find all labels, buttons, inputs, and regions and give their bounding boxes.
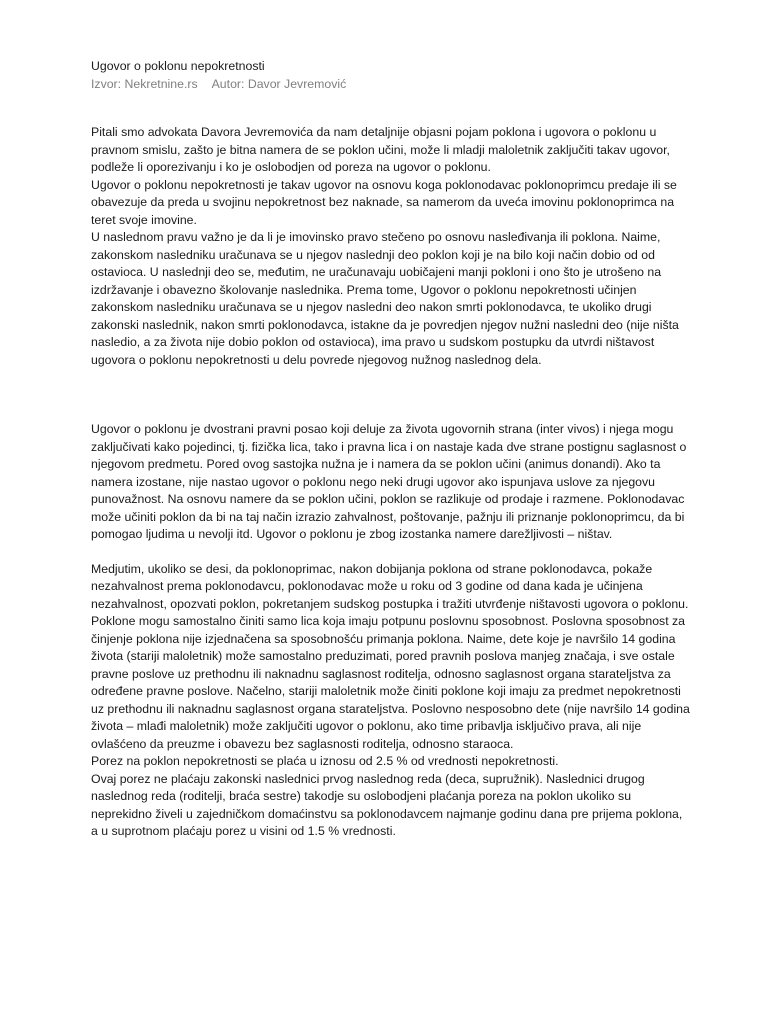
section-definition [91,421,691,544]
section-revocation-tax [91,561,691,841]
paragraph: Ugovor o poklonu nepokretnosti je takav ugovor na osnovu koga poklonodavac poklonoprimcu predaje ili se obavezuje da preda u svojinu nepokretnost bez naknade, sa namerom da uveća imovinu poklonoprimca na teret svoje imovine. [91,177,677,227]
section-intro [91,124,691,369]
paragraph: Ugovor o poklonu je dvostrani pravni posao koji deluje za života ugovornih strana (inter vivos) i njega mogu zaključivati kako pojedinci, tj. fizička lica, tako i pravna lica i on nastaje kada dve strane postignu saglasnost o njegovom predmetu. Pored ovog sastojka nužna je i namera da se poklon učini (animus donandi). Ako ta namera izostane, nije nastao ugovor o poklonu nego neki drugi ugovor ako ispunjava uslove za njegovu punovažnost. Na osnovu namere da se poklon učini, poklon se razlikuje od prodaje i razmene. Poklonodavac može učiniti poklon da bi na taj način izrazio zahvalnost, poštovanje, pažnju ili priznanje poklonoprimcu, da bi pomogao ljudima u nevolji itd. Ugovor o poklonu je zbog izostanka namere darežljivosti – ništav. [91,422,687,541]
paragraph: Poklone mogu samostalno činiti samo lica koja imaju potpunu poslovnu sposobnost. Poslovna sposobnost za činjenje poklona nije izjednačena sa sposobnošću primanja poklona. Naime, dete koje je navršilo 14 godina života (stariji maloletnik) može samostalno preduzimati, pored pravnih poslova manjeg značaja, i sve ostale pravne poslove uz prethodnu ili naknadnu saglasnost roditelja, odnosno saglasnost organa starateljstva za određene pravne poslove. Načelno, stariji maloletnik može činiti poklone koji imaju za predmet nepokretnosti uz prethodnu ili naknadnu saglasnost organa starateljstva. Poslovno nesposobno dete (nije navršilo 14 godina života – mlađi maloletnik) može zaključiti ugovor o poklonu, ako time pribavlja isključivo prava, ali nije ovlašćeno da preuzme i obavezu bez saglasnosti roditelja, odnosno staraoca. [91,614,690,751]
document-body [91,58,691,841]
source-author-line [91,76,691,94]
paragraph: Medjutim, ukoliko se desi, da poklonoprimac, nakon dobijanja poklona od strane poklonodavca, pokaže nezahvalnost prema poklonodavcu, poklonodavac može u roku od 3 godine od dana kada je učinjena nezahvalnost, opozvati poklon, pokretanjem sudskog postupka i tražiti utvrđenje ništavosti ugovora o poklonu. [91,561,689,611]
paragraph: U naslednom pravu važno je da li je imovinsko pravo stečeno po osnovu nasleđivanja ili poklona. Naime, zakonskom nasledniku uračunava se u njegov naslednji deo poklon koji je na bilo koji način dobio od od ostavioca. U naslednji deo se, međutim, ne uračunavaju uobičajeni manji pokloni i ono što je utrošeno na izdržavanje i obavezno školovanje naslednika. Prema tome, Ugovor o poklonu nepokretnosti učinjen zakonskom nasledniku uračunava se u njegov nasledni deo nakon smrti poklonodavca, te ukoliko drugi zakonski naslednik, nakon smrti poklonodavca, istakne da je povredjen njegov nužni nasledni deo (nije ništa nasledio, a za života nije dobio poklon od ostavioca), ima pravo u sudskom postupku da utvrdi ništavost ugovora o poklonu nepokretnosti u delu povrede njegovog nužnog naslednog dela. [91,230,679,367]
paragraph: Porez na poklon nepokretnosti se plaća u iznosu od 2.5 % od vrednosti nepokretnosti. [91,754,559,768]
paragraph: Ovaj porez ne plaćaju zakonski naslednici prvog naslednog reda (deca, supružnik). Naslednici drugog naslednog reda (roditelji, braća sestre) takodje su oslobodjeni plaćanja poreza na poklon ukoliko su neprekidno živeli u zajedničkom domaćinstvu sa poklonodavcem najmanje godinu dana pre prijema poklona, a u suprotnom plaćaju porez u visini od 1.5 % vrednosti. [91,771,683,838]
paragraph: Pitali smo advokata Davora Jevremovića da nam detaljnije objasni pojam poklona i ugovora o poklonu u pravnom smislu, zašto je bitna namera de se poklon učini, može li mladji maloletnik zaključiti takav ugovor, podleže li oporezivanju i ko je oslobodjen od poreza na ugovor o poklonu. [91,125,670,174]
document-title: Ugovor o poklonu nepokretnosti [91,59,265,73]
author-label: Autor: Davor Jevremović [211,76,347,91]
source-label: Izvor: Nekretnine.rs [91,76,198,91]
